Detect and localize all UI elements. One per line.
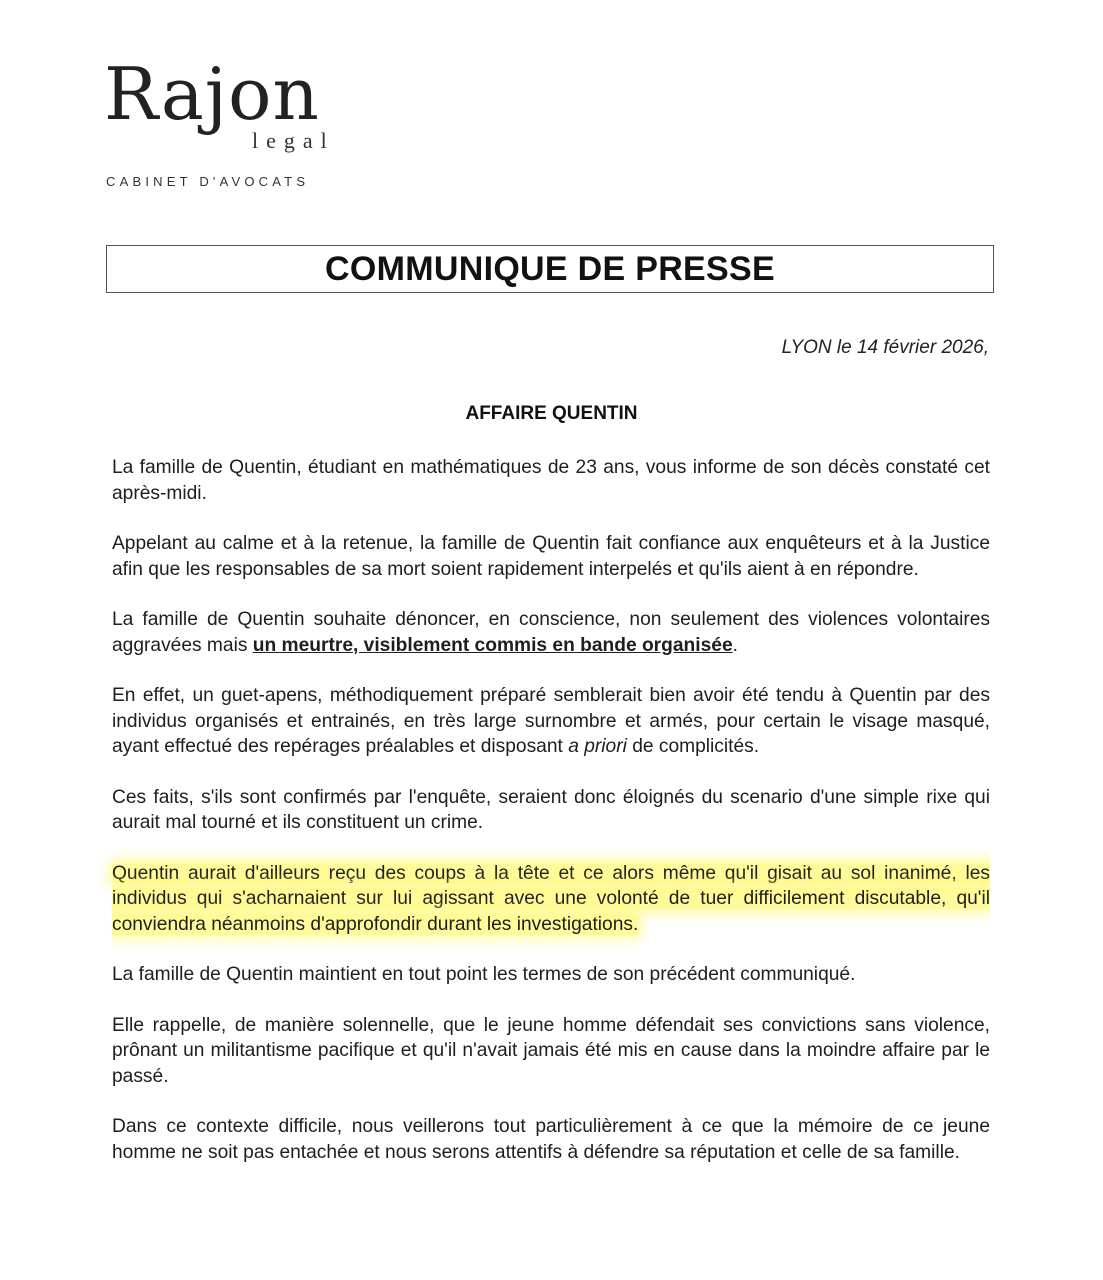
paragraph-7: La famille de Quentin maintient en tout point les termes de son précédent communiqué. — [112, 964, 856, 985]
highlighted-text: Quentin aurait d'ailleurs reçu des coups à la tête et ce alors même qu'il gisait au sol inanimé, les individus qui s'acharnaient sur lui agissant avec une volonté de tuer difficilement discutable, qu'il conviendra néanmoins d'approfondir durant les investigations. — [112, 862, 990, 935]
paragraph-4-end: de complicités. — [626, 736, 760, 757]
document-title-box — [106, 245, 994, 293]
paragraph-3-text: La famille de Quentin souhaite dénoncer, en conscience, non seulement des violences volontaires aggravées mais — [112, 609, 990, 656]
paragraph-4-italic: a priori — [568, 736, 627, 757]
logo-tagline: CABINET D'AVOCATS — [106, 174, 310, 189]
paragraph-3 — [112, 607, 990, 658]
paragraph-6 — [112, 861, 990, 938]
document-title: COMMUNIQUE DE PRESSE — [325, 250, 775, 288]
paragraph-4-text: En effet, un guet-apens, méthodiquement préparé semblerait bien avoir été tendu à Quentin par des individus organisés et entrainés, en très large surnombre et armés, pour certain le visage masqué, ayant effectué des repérages préalables et disposant — [112, 685, 990, 757]
paragraph-2: Appelant au calme et à la retenue, la famille de Quentin fait confiance aux enquêteurs et à la Justice afin que les responsables de sa mort soient rapidement interpelés et qu'ils aient à en répondre. — [112, 533, 990, 580]
paragraph-1: La famille de Quentin, étudiant en mathématiques de 23 ans, vous informe de son décès constaté cet après-midi. — [112, 457, 990, 504]
body-text — [112, 455, 990, 1190]
dateline: LYON le 14 février 2026, — [781, 337, 989, 358]
paragraph-3-emphasis: un meurtre, visiblement commis en bande organisée — [252, 634, 733, 656]
paragraph-5: Ces faits, s'ils sont confirmés par l'enquête, seraient donc éloignés du scenario d'une simple rixe qui aurait mal tourné et ils constituent un crime. — [112, 786, 990, 833]
logo-sub: legal — [252, 128, 335, 153]
subject-heading: AFFAIRE QUENTIN — [465, 403, 638, 424]
paragraph-4 — [112, 683, 990, 760]
logo-name: Rajon — [104, 52, 320, 136]
paragraph-8: Elle rappelle, de manière solennelle, que le jeune homme défendait ses convictions sans violence, prônant un militantisme pacifique et qu'il n'avait jamais été mis en cause dans la moindre affaire par le passé. — [112, 1014, 990, 1087]
law-firm-logo — [104, 52, 344, 189]
paragraph-3-end: . — [732, 634, 738, 656]
paragraph-9: Dans ce contexte difficile, nous veillerons tout particulièrement à ce que la mémoire de ce jeune homme ne soit pas entachée et nous serons attentifs à défendre sa réputation et celle de sa famille. — [112, 1116, 990, 1163]
